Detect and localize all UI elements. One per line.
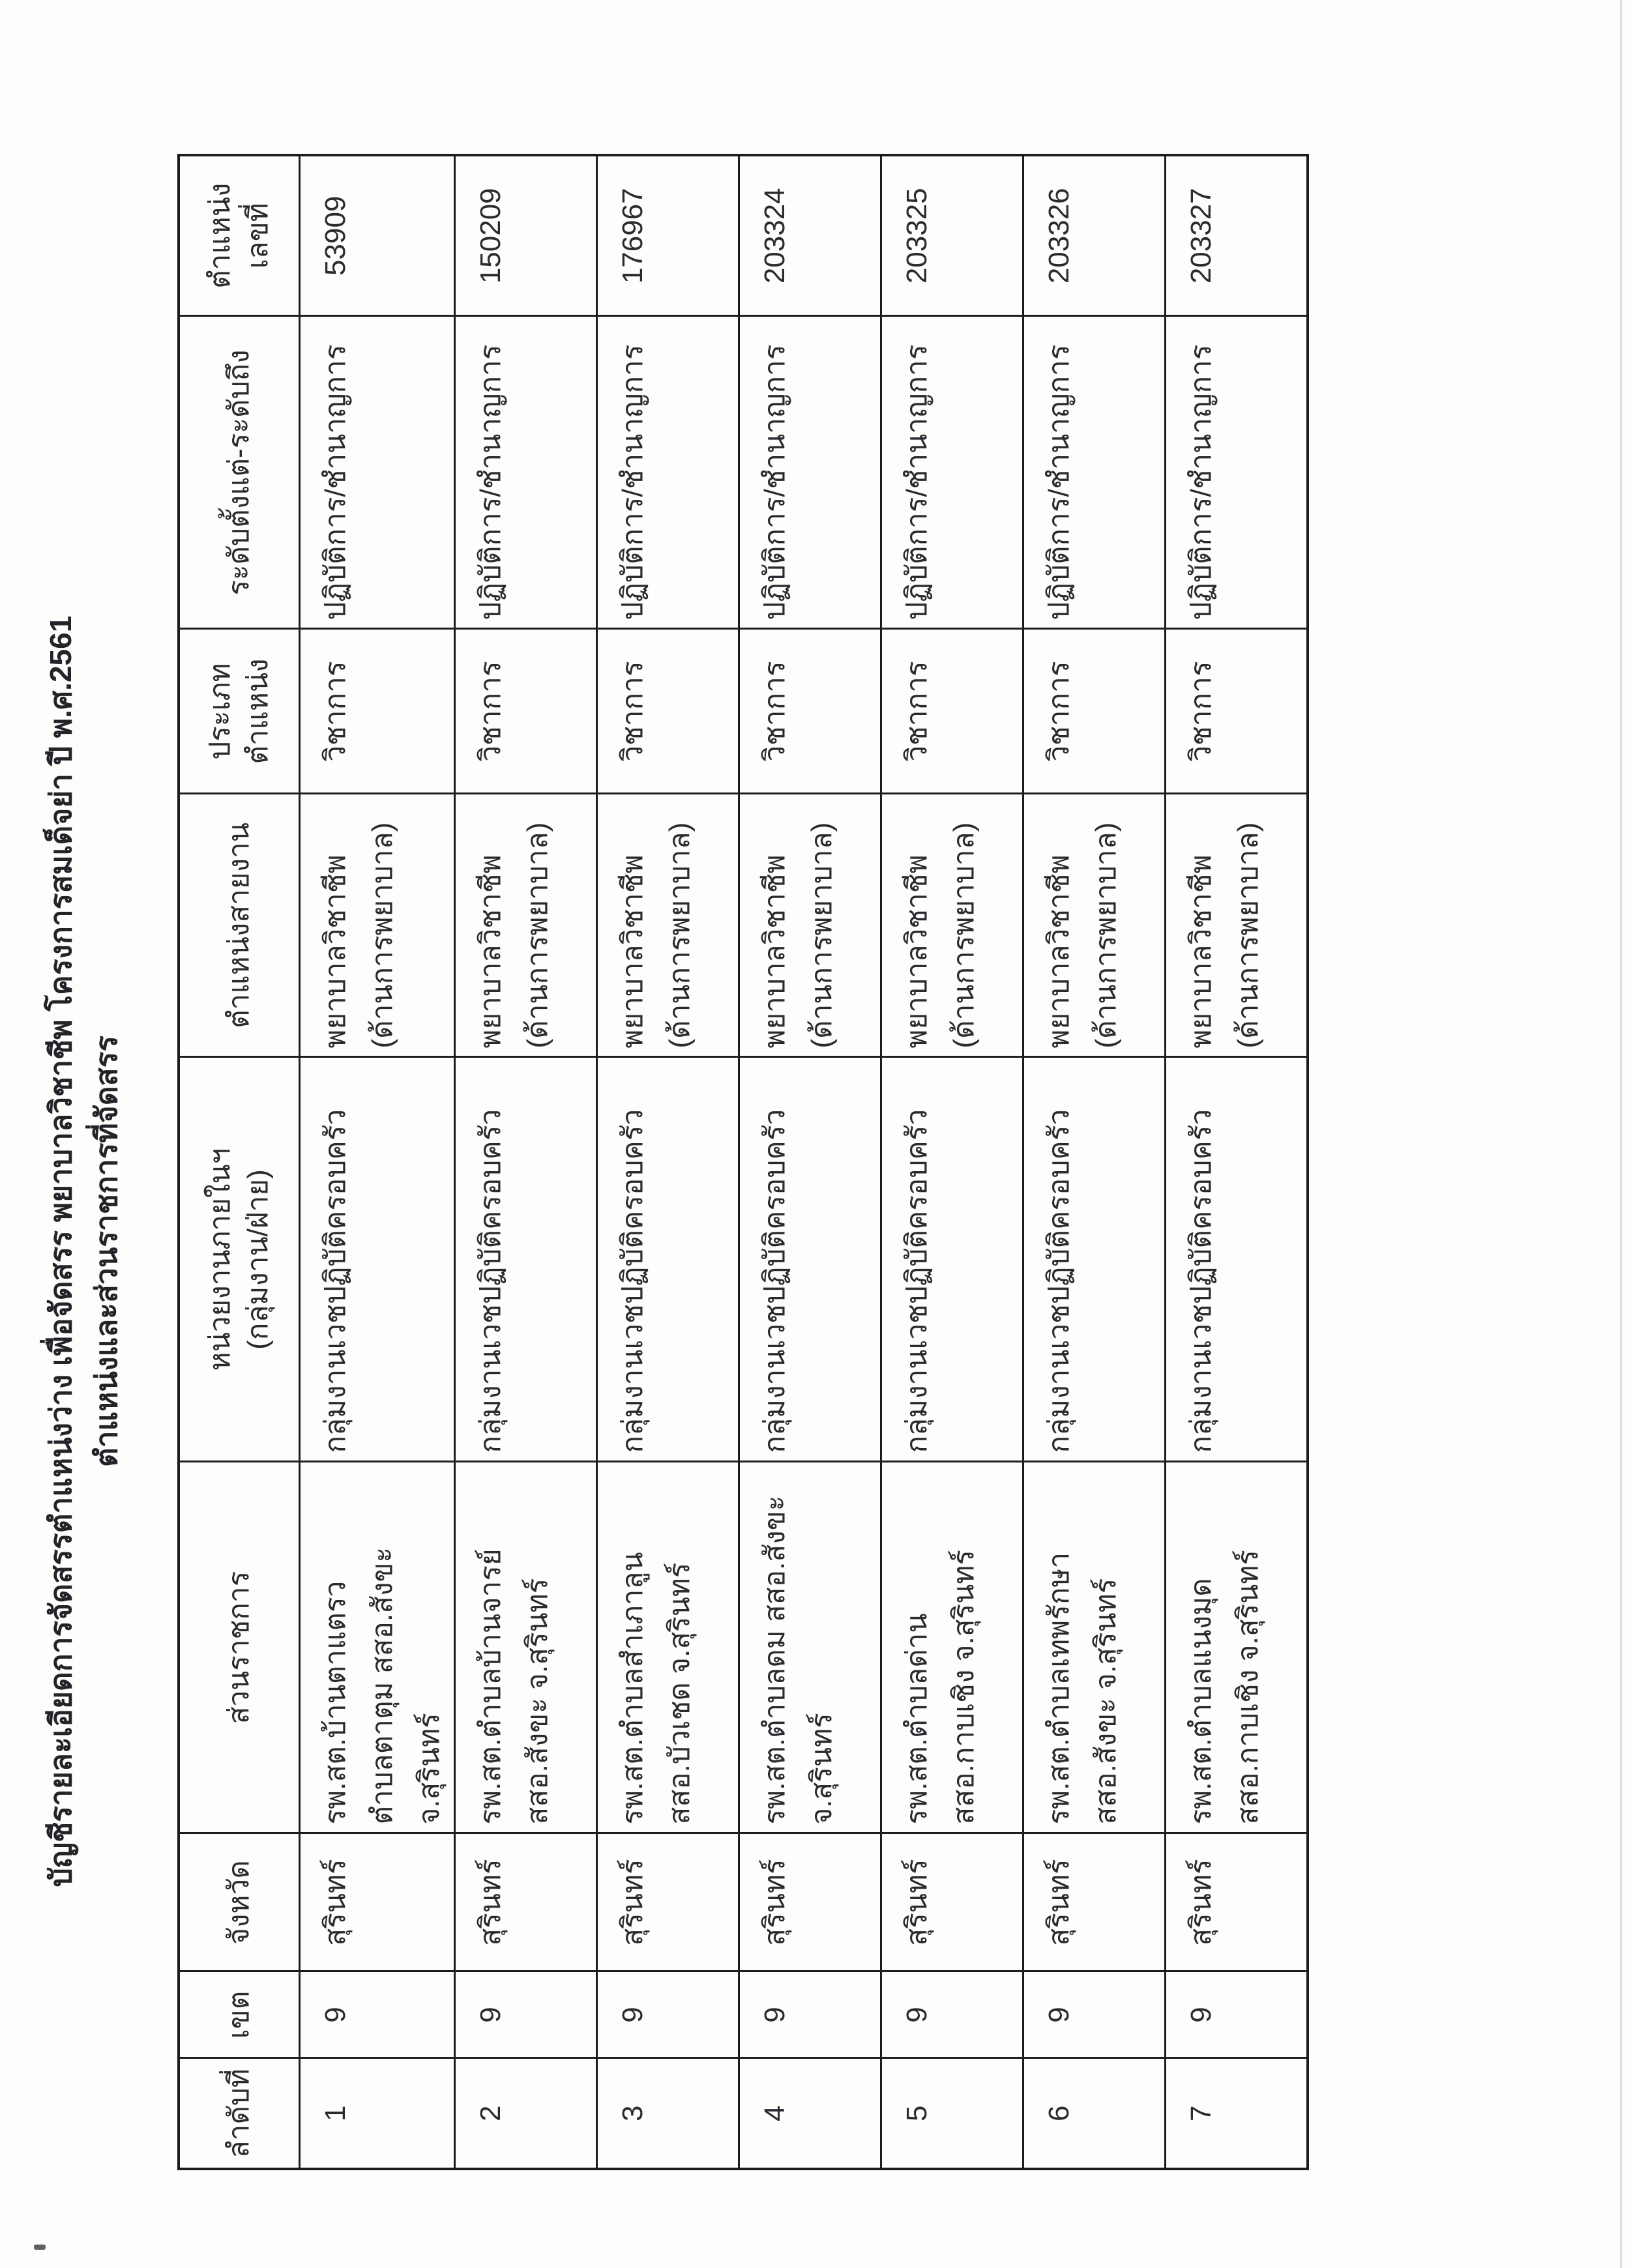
agency-line: รพ.สต.ตำบลสำเภาลูน [617, 1552, 649, 1825]
cell-posno: 53909 [300, 155, 455, 316]
header-unit-line2: (กลุ่มงาน/ฝ่าย) [242, 1169, 274, 1350]
header-posno-line1: ตำแหน่ง [204, 182, 236, 289]
position-line: พยาบาลวิชาชีพ [759, 854, 791, 1049]
title-line-1: บัญชีรายละเอียดการจัดสรรตำแหน่งว่าง เพื่อจัดสรร พยาบาลวิชาชีพ โครงการสมเด็จย่า ปี พ.ศ.2561 [44, 615, 78, 1887]
cell-type: วิชาการ [881, 629, 1023, 794]
header-unit-line1: หน่วยงานภายในฯ [204, 1148, 236, 1371]
agency-line: รพ.สต.ตำบลเทพรักษา [1043, 1552, 1075, 1825]
cell-level: ปฏิบัติการ/ชำนาญการ [881, 316, 1023, 629]
cell-unit: กลุ่มงานเวชปฏิบัติครอบครัว [1166, 1057, 1308, 1462]
title-line-2: ตำแหน่งและส่วนราชการที่จัดสรร [89, 1035, 123, 1468]
cell-level: ปฏิบัติการ/ชำนาญการ [1023, 316, 1166, 629]
agency-line: สสอ.บัวเชด จ.สุรินทร์ [664, 1562, 696, 1825]
position-line: พยาบาลวิชาชีพ [617, 854, 649, 1049]
cell-unit: กลุ่มงานเวชปฏิบัติครอบครัว [300, 1057, 455, 1462]
position-line: พยาบาลวิชาชีพ [475, 854, 507, 1049]
cell-province: สุรินทร์ [881, 1833, 1023, 1971]
table-row [300, 155, 455, 2169]
header-agency: ส่วนราชการ [179, 1462, 300, 1833]
table-row [597, 155, 739, 2169]
cell-zone: 9 [1166, 1971, 1308, 2058]
cell-posno: 203327 [1166, 155, 1308, 316]
cell-unit: กลุ่มงานเวชปฏิบัติครอบครัว [881, 1057, 1023, 1462]
cell-level: ปฏิบัติการ/ชำนาญการ [455, 316, 597, 629]
header-unit [179, 1057, 300, 1462]
cell-position [300, 794, 455, 1057]
cell-zone: 9 [455, 1971, 597, 2058]
position-line: พยาบาลวิชาชีพ [319, 854, 351, 1049]
allocation-table [177, 154, 1309, 2170]
agency-line: จ.สุรินทร์ [413, 1713, 445, 1825]
cell-position [455, 794, 597, 1057]
agency-line: ตำบลตาตุม สสอ.สังขะ [366, 1547, 398, 1825]
cell-posno: 203326 [1023, 155, 1166, 316]
position-line: (ด้านการพยาบาล) [948, 822, 980, 1049]
cell-agency [881, 1462, 1023, 1833]
position-line: (ด้านการพยาบาล) [522, 822, 553, 1049]
position-line: (ด้านการพยาบาล) [806, 822, 838, 1049]
cell-position [881, 794, 1023, 1057]
agency-line: รพ.สต.ตำบลบ้านจารย์ [475, 1548, 507, 1825]
header-type [179, 629, 300, 794]
header-zone: เขต [179, 1971, 300, 2058]
agency-line: รพ.สต.ตำบลแนงมุด [1185, 1578, 1217, 1825]
cell-level: ปฏิบัติการ/ชำนาญการ [739, 316, 881, 629]
header-type-line2: ตำแหน่ง [242, 658, 274, 764]
cell-zone: 9 [881, 1971, 1023, 2058]
position-line: พยาบาลวิชาชีพ [1043, 854, 1075, 1049]
cell-unit: กลุ่มงานเวชปฏิบัติครอบครัว [597, 1057, 739, 1462]
cell-posno: 203325 [881, 155, 1023, 316]
cell-seq: 5 [881, 2058, 1023, 2169]
position-line: (ด้านการพยาบาล) [366, 822, 398, 1049]
agency-line: สสอ.กาบเชิง จ.สุรินทร์ [1232, 1550, 1264, 1825]
cell-zone: 9 [597, 1971, 739, 2058]
table-row [1023, 155, 1166, 2169]
agency-line: รพ.สต.ตำบลดม สสอ.สังขะ [759, 1495, 791, 1825]
cell-province: สุรินทร์ [597, 1833, 739, 1971]
cell-seq: 7 [1166, 2058, 1308, 2169]
cell-unit: กลุ่มงานเวชปฏิบัติครอบครัว [739, 1057, 881, 1462]
cell-agency [739, 1462, 881, 1833]
position-line: พยาบาลวิชาชีพ [901, 854, 933, 1049]
agency-line: รพ.สต.บ้านตาแตรว [319, 1580, 351, 1825]
agency-line: สสอ.สังขะ จ.สุรินทร์ [522, 1578, 553, 1825]
position-line: (ด้านการพยาบาล) [1090, 822, 1122, 1049]
document-title [38, 339, 129, 2164]
cell-seq: 4 [739, 2058, 881, 2169]
cell-posno: 203324 [739, 155, 881, 316]
cell-agency [1023, 1462, 1166, 1833]
cell-agency [597, 1462, 739, 1833]
table-row [455, 155, 597, 2169]
cell-seq: 2 [455, 2058, 597, 2169]
position-line: (ด้านการพยาบาล) [664, 822, 696, 1049]
cell-posno: 176967 [597, 155, 739, 316]
agency-line: รพ.สต.ตำบลด่าน [901, 1613, 933, 1825]
cell-position [739, 794, 881, 1057]
header-posno-line2: เลขที่ [242, 203, 274, 269]
cell-province: สุรินทร์ [300, 1833, 455, 1971]
cell-position [597, 794, 739, 1057]
cell-level: ปฏิบัติการ/ชำนาญการ [597, 316, 739, 629]
header-position: ตำแหน่งสายงาน [179, 794, 300, 1057]
cell-province: สุรินทร์ [455, 1833, 597, 1971]
position-line: (ด้านการพยาบาล) [1232, 822, 1264, 1049]
cell-zone: 9 [300, 1971, 455, 2058]
cell-type: วิชาการ [597, 629, 739, 794]
cell-level: ปฏิบัติการ/ชำนาญการ [300, 316, 455, 629]
cell-position [1023, 794, 1166, 1057]
cell-posno: 150209 [455, 155, 597, 316]
header-province: จังหวัด [179, 1833, 300, 1971]
cell-type: วิชาการ [300, 629, 455, 794]
cell-province: สุรินทร์ [1023, 1833, 1166, 1971]
table-row [881, 155, 1023, 2169]
cell-level: ปฏิบัติการ/ชำนาญการ [1166, 316, 1308, 629]
agency-line: สสอ.กาบเชิง จ.สุรินทร์ [948, 1550, 980, 1825]
header-type-line1: ประเภท [204, 663, 236, 760]
cell-seq: 6 [1023, 2058, 1166, 2169]
header-level: ระดับตั้งแต่-ระดับถึง [179, 316, 300, 629]
table-row [1166, 155, 1308, 2169]
cell-seq: 1 [300, 2058, 455, 2169]
cell-province: สุรินทร์ [1166, 1833, 1308, 1971]
cell-agency [300, 1462, 455, 1833]
cell-position [1166, 794, 1308, 1057]
position-line: พยาบาลวิชาชีพ [1185, 854, 1217, 1049]
cell-unit: กลุ่มงานเวชปฏิบัติครอบครัว [455, 1057, 597, 1462]
cell-agency [455, 1462, 597, 1833]
header-row [179, 155, 300, 2169]
cell-zone: 9 [739, 1971, 881, 2058]
agency-line: จ.สุรินทร์ [806, 1713, 838, 1825]
cell-type: วิชาการ [739, 629, 881, 794]
header-seq: ลำดับที่ [179, 2058, 300, 2169]
cell-seq: 3 [597, 2058, 739, 2169]
header-posno [179, 155, 300, 316]
cell-type: วิชาการ [455, 629, 597, 794]
cell-type: วิชาการ [1166, 629, 1308, 794]
table-row [739, 155, 881, 2169]
agency-line: สสอ.สังขะ จ.สุรินทร์ [1090, 1578, 1122, 1825]
cell-province: สุรินทร์ [739, 1833, 881, 1971]
cell-type: วิชาการ [1023, 629, 1166, 794]
cell-agency [1166, 1462, 1308, 1833]
cell-zone: 9 [1023, 1971, 1166, 2058]
cell-unit: กลุ่มงานเวชปฏิบัติครอบครัว [1023, 1057, 1166, 1462]
page-edge-shadow [1620, 0, 1622, 2268]
scan-speck [34, 2245, 46, 2250]
